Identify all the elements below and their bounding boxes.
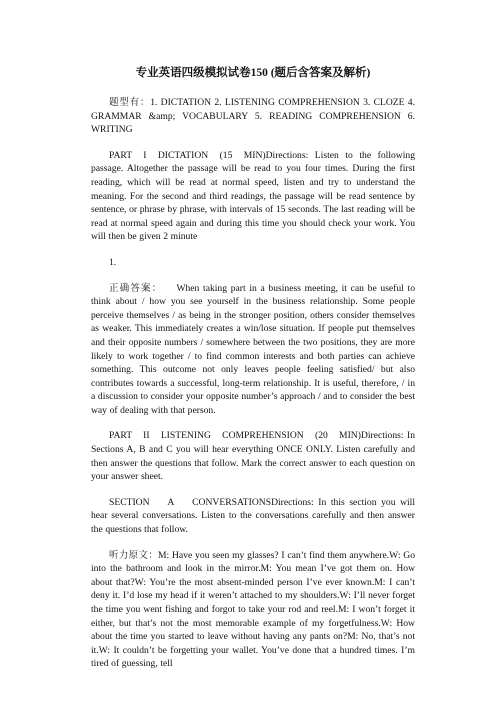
- transcript-paragraph: [91, 549, 415, 671]
- question-number: 1.: [109, 256, 117, 268]
- sectionA-paragraph: [91, 496, 415, 537]
- part1-directions: Directions: Listen to the following passage. Altogether the passage will be read to you four times. During the first reading, which will be read at normal speed, listen and try to understand the meaning. For the second and third readings, the passage will be read sentence by sentence, or phrase by phrase, with intervals of 15 seconds. The last reading will be read at normal speed again and during this time you should check your work. You will then be given 2 minute: [91, 149, 415, 243]
- part1-paragraph: [91, 149, 415, 244]
- document-title: 专业英语四级模拟试卷150 (题后含答案及解析): [135, 67, 371, 79]
- transcript-text: M: Have you seen my glasses? I can’t find them anywhere.W: Go into the bathroom and look in the mirror.M: You mean I’ve got them on. How about that?W: You’re the most absent-minded person I’ve ever known.M: I can’t deny it. I’d lose my head if it weren’t attached to my shoulders.W: I’ll never forget the time you went fishing and forgot to take your rod and reel.M: I won’t forget it either, but that’s not the most memorable example of my forgetfulness.W: How about the time you started to leave without having any pants on?M: No, that’s not it.W: It couldn’t be forgetting your wallet. You’ve done that a hundred times. I’m tired of guessing, tell: [91, 549, 416, 670]
- part2-directions: Directions: In Sections A, B and C you will hear everything ONCE ONLY. Listen carefully and then answer the questions that follow. Mark the correct answer to each question on your answer sheet.: [91, 430, 416, 483]
- sectionA-directions: Directions: In this section you will hear several conversations. Listen to the conversations carefully and then answer the questions that follow.: [91, 496, 416, 536]
- transcript-label: 听力原文：: [109, 549, 158, 561]
- part2-paragraph: [91, 429, 415, 483]
- answer-text: When taking part in a business meeting, it can be useful to think about / how you see yourself in the business relationship. Some people perceive themselves / as being in the stronger position, others consider themselves as weaker. This immediately creates a win/lose situation. If people put themselves and their opposite numbers / somewhere between the two positions, they are more likely to work together / to find common interests and both parties can achieve something. This outcome not only leaves people feeling satisfied/ but also contributes towards a successful, long-term relationship. It is useful, therefore, / in a discussion to consider your opposite number’s approach / and to consider the best way of dealing with that person.: [91, 282, 415, 416]
- answer-paragraph: [91, 282, 415, 418]
- answer-label: 正确答案：: [109, 282, 163, 294]
- part2-heading: PART II LISTENING COMPREHENSION (20 MIN): [109, 430, 361, 442]
- question-types-paragraph: [91, 96, 415, 137]
- part1-heading: PART I DICTATION (15 MIN): [109, 149, 266, 161]
- question-types-label: 题型有：: [109, 97, 151, 108]
- sectionA-heading: SECTION A CONVERSATIONS: [109, 496, 272, 508]
- question-types-list: 1. DICTATION 2. LISTENING COMPREHENSION 3. CLOZE 4. GRAMMAR &amp; VOCABULARY 5. READING COMPREHENSION 6. WRITING: [91, 97, 416, 136]
